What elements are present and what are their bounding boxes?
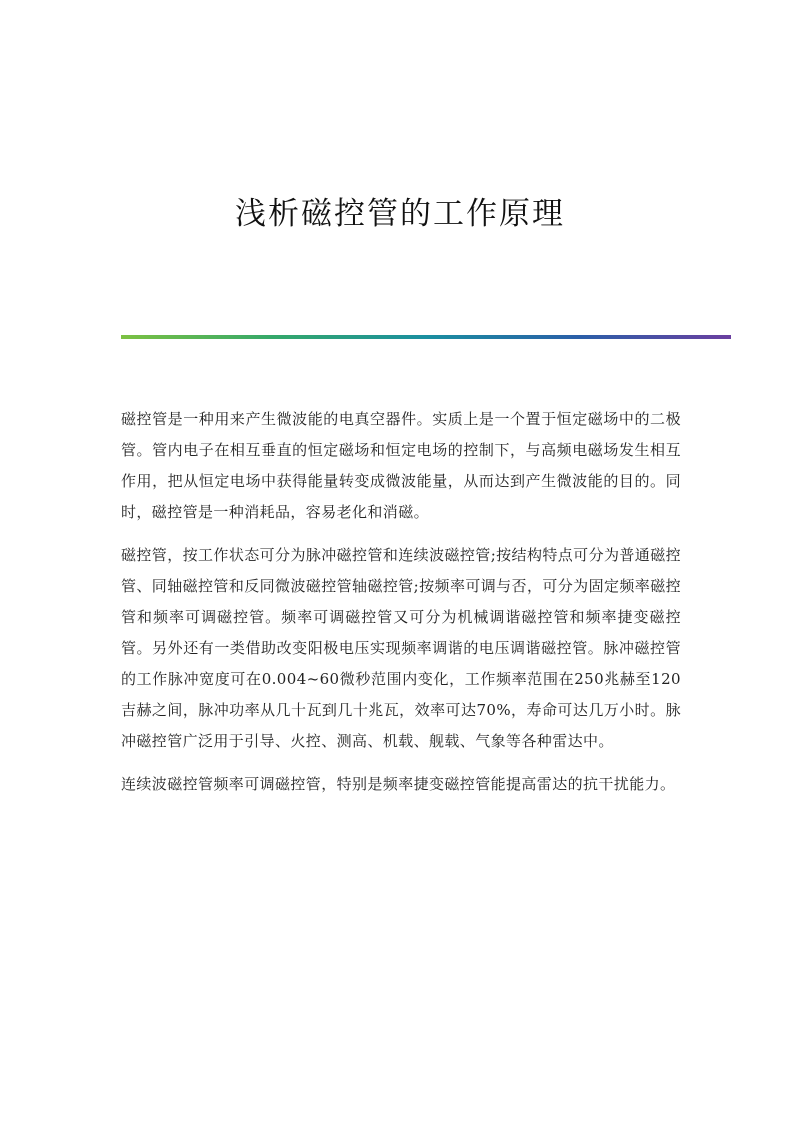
paragraph-3: 连续波磁控管频率可调磁控管，特别是频率捷变磁控管能提高雷达的抗干扰能力。 [121,775,676,793]
paragraph-1: 磁控管是一种用来产生微波能的电真空器件。实质上是一个置于恒定磁场中的二极管。管内电子在相互垂直的恒定磁场和恒定电场的控制下，与高频电磁场发生相互作用，把从恒定电场中获得能量转变成微波能量，从而达到产生微波能的目的。同时，磁控管是一种消耗品，容易老化和消磁。 [121,410,681,521]
document-body [121,404,681,812]
paragraph-2: 磁控管，按工作状态可分为脉冲磁控管和连续波磁控管;按结构特点可分为普通磁控管、同轴磁控管和反同微波磁控管轴磁控管;按频率可调与否，可分为固定频率磁控管和频率可调磁控管。频率可调磁控管又可分为机械调谐磁控管和频率捷变磁控管。另外还有一类借助改变阳极电压实现频率调谐的电压调谐磁控管。脉冲磁控管的工作脉冲宽度可在0.004~60微秒范围内变化，工作频率范围在250兆赫至120吉赫之间，脉冲功率从几十瓦到几十兆瓦，效率可达70%，寿命可达几万小时。脉冲磁控管广泛用于引导、火控、测高、机载、舰载、气象等各种雷达中。 [121,546,681,750]
page-title: 浅析磁控管的工作原理 [235,196,565,232]
title-divider [121,335,731,339]
